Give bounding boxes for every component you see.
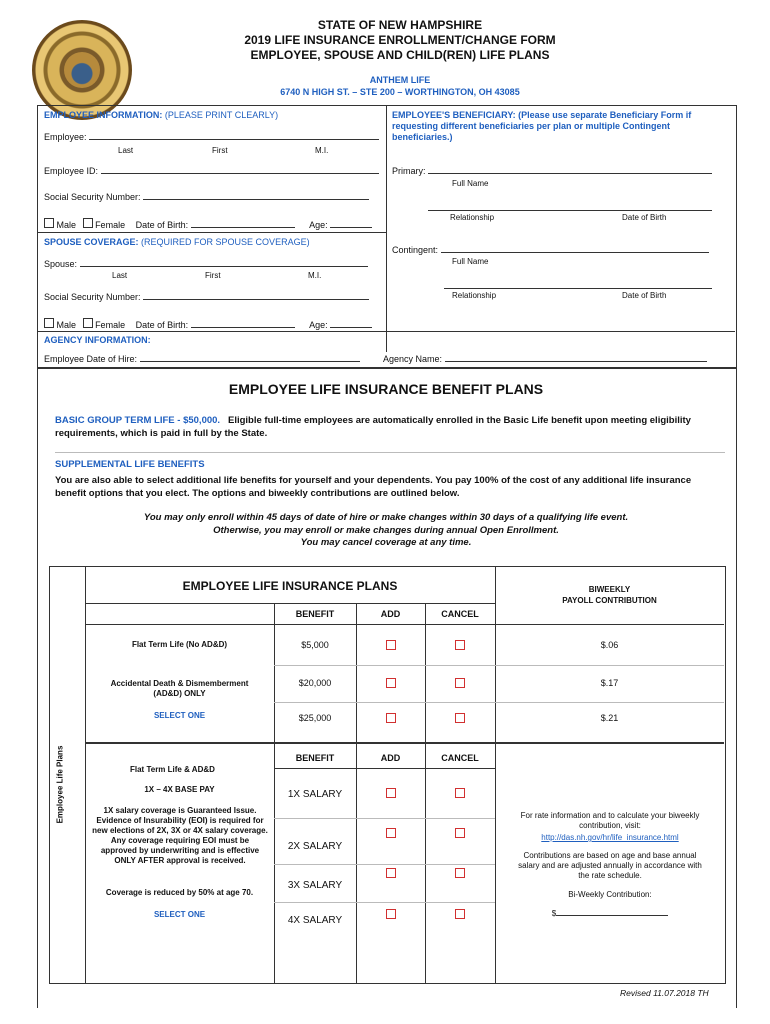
primary-relationship-line[interactable] — [428, 210, 712, 211]
supplemental-text: You are also able to select additional life benefits for yourself and your dependents. You pay 100% of the cost of any additional life insurance benefit options that you elect. The options and biweekly contributions are outlined below. — [55, 475, 692, 499]
select-one-bottom: SELECT ONE — [153, 910, 206, 919]
top-row-2-benefit: $20,000 — [298, 678, 332, 688]
spouse-mi-caption: M.I. — [308, 271, 322, 280]
employee-first-caption: First — [212, 146, 228, 155]
employee-mi-caption: M.I. — [315, 146, 329, 155]
col-benefit-2: BENEFIT — [295, 753, 335, 763]
plans-table — [49, 566, 726, 984]
basic-life-paragraph — [55, 414, 705, 440]
top-row-1-add-checkbox[interactable] — [386, 640, 396, 650]
enrollment-rule-2: Otherwise, you may enroll or make changes during annual Open Enrollment. — [213, 524, 559, 536]
employee-age-input[interactable] — [330, 227, 372, 228]
top-row-3-add-checkbox[interactable] — [386, 713, 396, 723]
employee-name-field[interactable]: Employee: — [44, 132, 379, 142]
employee-id-field[interactable]: Employee ID: — [44, 166, 379, 176]
primary-relationship-caption: Relationship — [450, 213, 495, 222]
col-add-2: ADD — [380, 753, 401, 763]
carrier-block — [200, 74, 600, 98]
spouse-sex-dob-row: Male Female Date of Birth: Age: — [44, 318, 372, 330]
spouse-male-checkbox[interactable] — [44, 318, 54, 328]
hire-date-field[interactable]: Employee Date of Hire: — [44, 354, 360, 364]
carrier-address: 6740 N HIGH ST. – STE 200 – WORTHINGTON, OH 43085 — [280, 87, 520, 97]
primary-beneficiary-field[interactable]: Primary: — [392, 166, 712, 176]
spouse-ssn-field[interactable]: Social Security Number: — [44, 292, 369, 302]
select-one-top: SELECT ONE — [153, 711, 206, 720]
contingent-relationship-caption: Relationship — [452, 291, 497, 300]
enrollment-rule-1: You may only enroll within 45 days of date of hire or make changes within 30 days of a qualifying life event. — [143, 512, 629, 523]
reduced-text: Coverage is reduced by 50% at age 70. — [105, 888, 254, 897]
spouse-heading: SPOUSE COVERAGE: (REQUIRED FOR SPOUSE COVERAGE) — [44, 237, 310, 247]
form-header — [200, 18, 600, 63]
rate-info-text: For rate information and to calculate your biweekly contribution, visit: — [520, 811, 700, 830]
top-row-2-contribution: $.17 — [600, 678, 619, 688]
contingent-dob-caption: Date of Birth — [622, 291, 667, 300]
top-row-1-benefit: $5,000 — [301, 640, 329, 650]
enrollment-rules — [37, 512, 735, 550]
base-pay: 1X – 4X BASE PAY — [144, 785, 215, 794]
basic-life-text: Eligible full-time employees are automatically enrolled in the Basic Life benefit upon meeting eligibility requirements, which is paid in full by the State. — [55, 415, 691, 439]
bottom-row-4-benefit: 4X SALARY — [287, 915, 343, 926]
side-label: Employee Life Plans — [55, 745, 65, 824]
basic-life-label: BASIC GROUP TERM LIFE - $50,000. — [55, 415, 221, 426]
supplemental-heading: SUPPLEMENTAL LIFE BENEFITS — [55, 459, 205, 470]
spouse-female-checkbox[interactable] — [83, 318, 93, 328]
primary-dob-caption: Date of Birth — [622, 213, 667, 222]
rate-info-note: Contributions are based on age and base annual salary and are adjusted annually in accordance with the rate schedule. — [518, 851, 702, 880]
employee-ssn-field[interactable]: Social Security Number: — [44, 192, 369, 202]
bottom-row-4-cancel-checkbox[interactable] — [455, 909, 465, 919]
biweekly-line1: BIWEEKLY — [588, 585, 631, 594]
col-benefit: BENEFIT — [295, 609, 335, 619]
employee-dob-input[interactable] — [191, 227, 295, 228]
add-label-line1: Accidental Death & Dismemberment — [110, 679, 249, 688]
bottom-row-2-cancel-checkbox[interactable] — [455, 828, 465, 838]
top-row-2-add-checkbox[interactable] — [386, 678, 396, 688]
biweekly-contribution-label: Bi-Weekly Contribution: — [568, 890, 652, 899]
employee-info-heading: EMPLOYEE INFORMATION: (PLEASE PRINT CLEARLY) — [44, 110, 279, 120]
bottom-row-3-benefit: 3X SALARY — [287, 880, 343, 891]
contingent-relationship-line[interactable] — [444, 288, 712, 289]
bottom-row-2-add-checkbox[interactable] — [386, 828, 396, 838]
contingent-beneficiary-field[interactable]: Contingent: — [392, 245, 709, 255]
spouse-first-caption: First — [205, 271, 221, 280]
top-row-3-cancel-checkbox[interactable] — [455, 713, 465, 723]
col-cancel-2: CANCEL — [441, 753, 479, 763]
bottom-row-1-add-checkbox[interactable] — [386, 788, 396, 798]
spouse-name-field[interactable]: Spouse: — [44, 259, 368, 269]
table-title: EMPLOYEE LIFE INSURANCE PLANS — [182, 579, 398, 593]
bottom-row-1-cancel-checkbox[interactable] — [455, 788, 465, 798]
biweekly-contribution-field[interactable]: $ — [512, 909, 708, 919]
col-cancel: CANCEL — [441, 609, 479, 619]
plans-title: EMPLOYEE LIFE INSURANCE BENEFIT PLANS — [228, 381, 544, 397]
contingent-fullname-caption: Full Name — [452, 257, 489, 266]
top-row-3-contribution: $.21 — [600, 713, 619, 723]
col-add: ADD — [380, 609, 401, 619]
spouse-age-input[interactable] — [330, 327, 372, 328]
rate-info-block — [512, 811, 708, 919]
add-label-line2: (AD&D) ONLY — [153, 689, 206, 698]
employee-last-caption: Last — [118, 146, 134, 155]
beneficiary-heading: EMPLOYEE'S BENEFICIARY: (Please use separate Beneficiary Form if requesting different beneficiaries per plan or multiple Contingent beneficiaries.) — [392, 110, 692, 142]
bottom-row-4-add-checkbox[interactable] — [386, 909, 396, 919]
enrollment-rule-3: You may cancel coverage at any time. — [300, 537, 472, 548]
spouse-last-caption: Last — [112, 271, 128, 280]
header-form-title: 2019 LIFE INSURANCE ENROLLMENT/CHANGE FORM — [244, 33, 556, 47]
eoi-text: 1X salary coverage is Guaranteed Issue. Evidence of Insurability (EOI) is required for new elections of 2X, 3X or 4X salary coverage. Any coverage requiring EOI must be approved by underwriting and is effective ONLY AFTER approval is received. — [92, 806, 268, 865]
revision-note: Revised 11.07.2018 TH — [620, 988, 709, 998]
bottom-row-3-cancel-checkbox[interactable] — [455, 868, 465, 878]
rate-info-link[interactable]: http://das.nh.gov/hr/life_insurance.html — [541, 833, 679, 842]
bottom-row-1-benefit: 1X SALARY — [287, 789, 343, 800]
bottom-row-3-add-checkbox[interactable] — [386, 868, 396, 878]
top-row-2-cancel-checkbox[interactable] — [455, 678, 465, 688]
header-state: STATE OF NEW HAMPSHIRE — [317, 18, 483, 32]
top-row-3-benefit: $25,000 — [298, 713, 332, 723]
header-form-subtitle: EMPLOYEE, SPOUSE AND CHILD(REN) LIFE PLANS — [250, 48, 550, 62]
spouse-dob-input[interactable] — [191, 327, 295, 328]
flat-term-label: Flat Term Life (No AD&D) — [131, 640, 228, 649]
bottom-row-2-benefit: 2X SALARY — [287, 841, 343, 852]
biweekly-line2: PAYOLL CONTRIBUTION — [562, 596, 657, 605]
agency-name-field[interactable]: Agency Name: — [383, 354, 707, 364]
primary-fullname-caption: Full Name — [452, 179, 489, 188]
employee-sex-dob-row: Male Female Date of Birth: Age: — [44, 218, 372, 230]
biweekly-header — [495, 584, 724, 606]
flat-add-title: Flat Term Life & AD&D — [130, 765, 215, 774]
top-row-1-cancel-checkbox[interactable] — [455, 640, 465, 650]
carrier-name: ANTHEM LIFE — [369, 75, 431, 85]
top-row-1-contribution: $.06 — [600, 640, 619, 650]
employee-female-checkbox[interactable] — [83, 218, 93, 228]
agency-heading: AGENCY INFORMATION: — [44, 335, 151, 345]
add-label — [85, 679, 274, 699]
employee-male-checkbox[interactable] — [44, 218, 54, 228]
